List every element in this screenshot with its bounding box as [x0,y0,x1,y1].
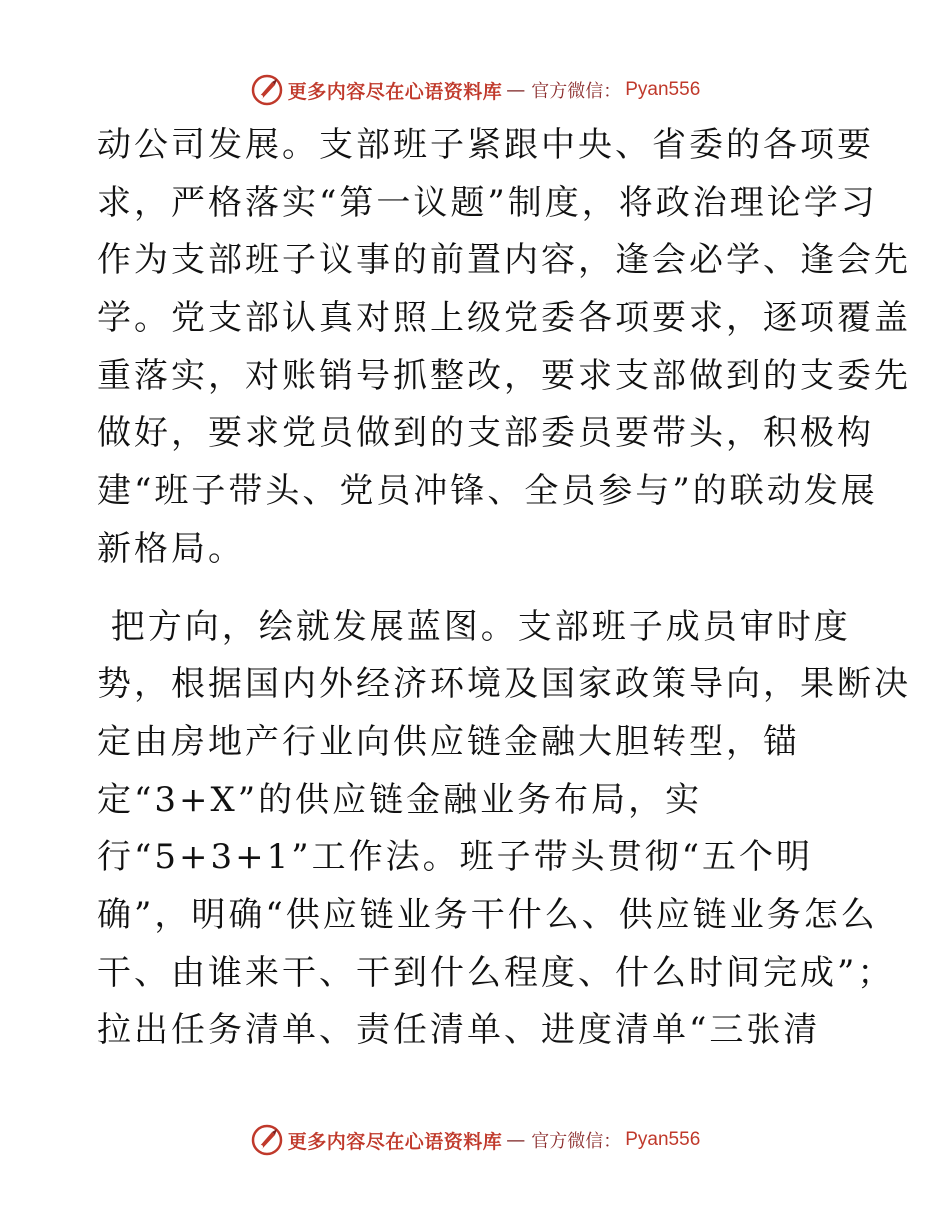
banner-wechat-label: 官方微信： [531,1131,622,1152]
quill-logo-icon [250,1123,284,1157]
banner-wechat-id: Pyan556 [625,1129,701,1150]
text-line: 做好，要求党员做到的支部委员要带头，积极构 [97,413,874,454]
text-line: 势，根据国内外经济环境及国家政策导向，果断决 [97,664,911,705]
document-body [97,117,911,1060]
text-line: 求，严格落实“第一议题”制度，将政治理论学习 [97,182,878,223]
text-line: 干、由谁来干、干到什么程度、什么时间完成”； [97,952,895,993]
text-line: 动公司发展。支部班子紧跟中央、省委的各项要 [97,125,874,165]
banner-wechat-id: Pyan556 [625,79,701,100]
quill-logo-icon [250,73,284,107]
text-line: 行“5+3+1”工作法。班子带头贯彻“五个明 [97,837,814,878]
banner-dash: — [506,79,526,101]
text-line: 作为支部班子议事的前置内容，逢会必学、逢会先 [97,240,911,281]
footer-banner [0,1120,950,1160]
text-line: 建“班子带头、党员冲锋、全员参与”的联动发展 [97,471,878,512]
paragraph-1 [97,117,911,579]
text-line: 定由房地产行业向供应链金融大胆转型，锚 [97,721,800,762]
text-line: 确”，明确“供应链业务干什么、供应链业务怎么 [97,894,878,935]
text-line: 新格局。 [97,528,245,569]
text-line: 重落实，对账销号抓整改，要求支部做到的支委先 [97,355,911,396]
banner-wechat-label: 官方微信： [531,81,622,102]
text-line: 把方向，绘就发展蓝图。支部班子成员审时度 [97,606,851,647]
header-banner [0,70,950,110]
text-line: 拉出任务清单、责任清单、进度清单“三张清 [97,1010,821,1051]
banner-dash: — [506,1129,526,1151]
paragraph-spacer [97,579,857,599]
paragraph-2 [97,599,911,1061]
text-line: 定“3+X”的供应链金融业务布局，实 [97,779,703,820]
banner-brand-text: 更多内容尽在心语资料库 [287,80,503,103]
banner-brand-text: 更多内容尽在心语资料库 [287,1130,503,1153]
text-line: 学。党支部认真对照上级党委各项要求，逐项覆盖 [97,298,911,339]
